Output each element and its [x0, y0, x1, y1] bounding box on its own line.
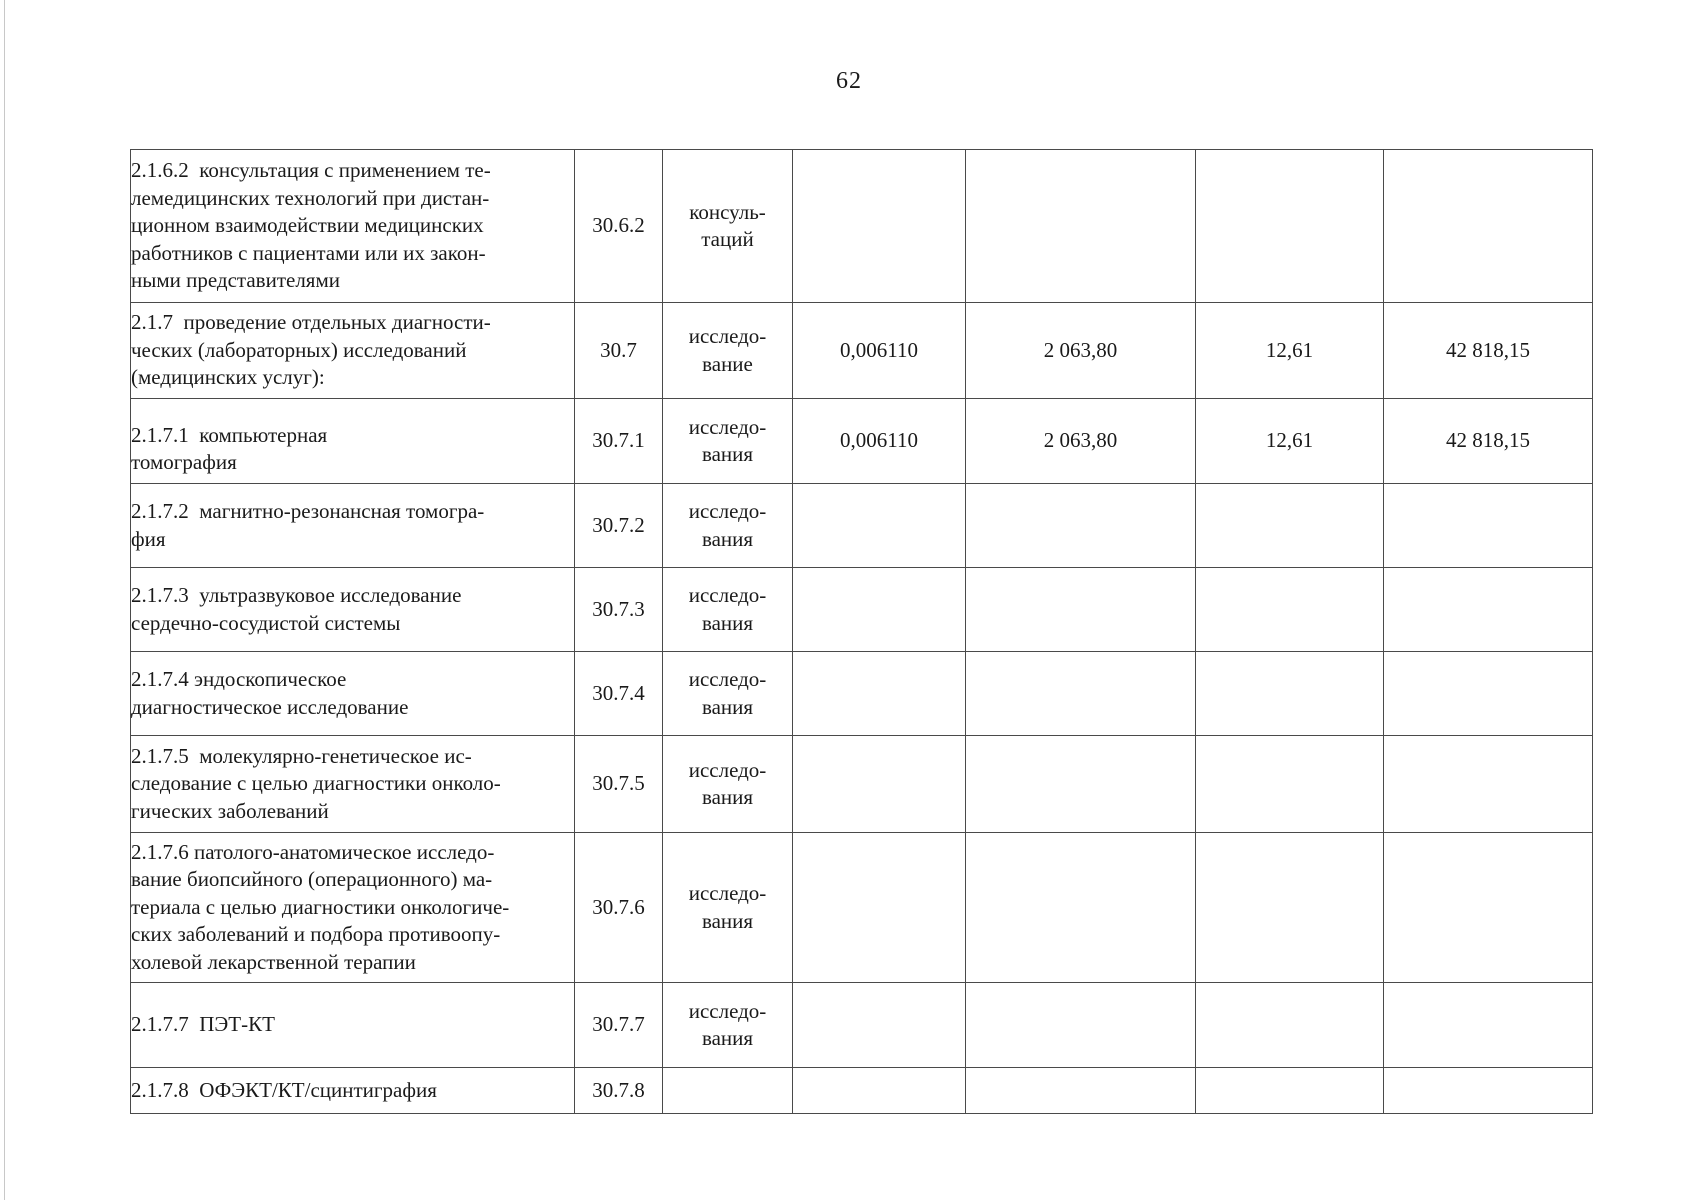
row-code: 30.7.3 [575, 568, 663, 652]
row-code: 30.7 [575, 303, 663, 399]
row-name-line: 2.1.7.8 ОФЭКТ/КТ/сцинтиграфия [131, 1077, 437, 1102]
row-value-2 [966, 484, 1196, 568]
row-name-line: 2.1.7.4 эндоскопическое [131, 667, 347, 691]
row-value-1 [793, 652, 966, 736]
row-code: 30.7.7 [575, 983, 663, 1068]
row-name-line: ными представителями [131, 268, 340, 293]
row-name-line: 2.1.7.1 компьютерная [131, 422, 328, 447]
row-name-cell [131, 983, 575, 1068]
row-value-4 [1384, 484, 1593, 568]
row-unit-line: вание [702, 351, 753, 376]
table-row [131, 568, 1593, 652]
row-value-4 [1384, 833, 1593, 983]
row-unit-line: исследо- [688, 998, 767, 1023]
row-value-3 [1196, 568, 1384, 652]
row-name-cell [131, 1068, 575, 1114]
row-value-4 [1384, 736, 1593, 833]
page-number: 62 [836, 68, 862, 94]
table-row [131, 1068, 1593, 1114]
row-value-3 [1196, 150, 1384, 303]
row-value-2: 2 063,80 [966, 303, 1196, 399]
row-value-1: 0,006110 [793, 303, 966, 399]
row-unit-cell [663, 484, 793, 568]
table-row [131, 484, 1593, 568]
row-unit-cell [663, 568, 793, 652]
row-name-cell [131, 150, 575, 303]
row-unit-cell [663, 150, 793, 303]
row-value-2: 2 063,80 [966, 399, 1196, 484]
row-name-cell [131, 399, 575, 484]
row-name-line: 2.1.7.3 ультразвуковое исследование [131, 583, 462, 607]
row-unit-line: исследо- [688, 499, 767, 523]
row-value-4: 42 818,15 [1384, 303, 1593, 399]
row-value-2 [966, 736, 1196, 833]
row-value-1 [793, 736, 966, 833]
row-name-line: ческих (лабораторных) исследований [131, 337, 467, 362]
row-name-line: 2.1.7.7 ПЭТ-КТ [131, 1012, 275, 1037]
row-name-line: диагностическое исследование [131, 694, 409, 719]
row-name-cell [131, 568, 575, 652]
row-value-4 [1384, 983, 1593, 1068]
table-row [131, 833, 1593, 983]
row-code: 30.7.1 [575, 399, 663, 484]
row-unit-cell [663, 399, 793, 484]
row-unit-line: вания [701, 1026, 754, 1050]
row-unit-line: исследо- [688, 881, 767, 905]
row-value-1 [793, 1068, 966, 1114]
row-unit-line: вания [701, 442, 754, 466]
row-value-3: 12,61 [1196, 399, 1384, 484]
row-value-3 [1196, 484, 1384, 568]
row-name-line: 2.1.7 проведение отдельных диагности- [131, 310, 491, 335]
row-name-cell [131, 652, 575, 736]
row-name-line: томография [131, 450, 237, 474]
table-row [131, 399, 1593, 484]
table-row [131, 652, 1593, 736]
row-name-line: 2.1.7.2 магнитно-резонансная томогра- [131, 499, 485, 523]
row-unit-line: таций [701, 227, 754, 251]
row-unit-line: исследо- [688, 757, 767, 782]
table-row [131, 303, 1593, 399]
row-value-2 [966, 833, 1196, 983]
row-unit-line: вания [701, 526, 754, 551]
row-unit-line: вания [701, 785, 754, 809]
row-name-line: териала с целью диагностики онкологиче- [131, 894, 510, 919]
row-unit-line: исследо- [688, 667, 767, 691]
row-value-1 [793, 484, 966, 568]
row-unit-cell [663, 736, 793, 833]
row-unit-cell [663, 652, 793, 736]
row-name-line: следование с целью диагностики онколо- [131, 771, 501, 796]
row-unit-line: вания [701, 694, 754, 719]
row-value-3 [1196, 652, 1384, 736]
row-code: 30.7.2 [575, 484, 663, 568]
row-value-3 [1196, 1068, 1384, 1114]
row-unit-cell [663, 983, 793, 1068]
row-name-line: лемедицинских технологий при дистан- [131, 185, 490, 210]
page-edge-line [4, 0, 5, 1200]
row-value-1 [793, 983, 966, 1068]
row-value-3 [1196, 736, 1384, 833]
row-code: 30.6.2 [575, 150, 663, 303]
row-unit-line: исследо- [688, 414, 767, 439]
row-value-1 [793, 568, 966, 652]
row-unit-line: вания [701, 610, 754, 635]
row-code: 30.7.6 [575, 833, 663, 983]
row-value-3: 12,61 [1196, 303, 1384, 399]
row-value-1 [793, 150, 966, 303]
row-name-line: 2.1.7.6 патолого-анатомическое исследо- [131, 839, 495, 864]
table-row [131, 150, 1593, 303]
row-name-line: ских заболеваний и подбора противоопу- [131, 922, 501, 947]
row-value-4 [1384, 150, 1593, 303]
row-unit [663, 1068, 793, 1114]
table-row [131, 983, 1593, 1068]
row-name-line: вание биопсийного (операционного) ма- [131, 867, 493, 892]
row-unit-cell [663, 303, 793, 399]
row-name-line: холевой лекарственной терапии [131, 949, 416, 974]
row-unit-cell [663, 833, 793, 983]
row-name-line: работников с пациентами или их закон- [131, 240, 486, 265]
row-unit-line: исследо- [688, 583, 767, 607]
row-code: 30.7.4 [575, 652, 663, 736]
row-value-2 [966, 983, 1196, 1068]
row-unit-line: консуль- [689, 199, 766, 224]
row-unit-line: вания [701, 908, 754, 933]
row-name-line: (медицинских услуг): [131, 365, 325, 390]
row-value-4: 42 818,15 [1384, 399, 1593, 484]
row-name-cell [131, 303, 575, 399]
row-value-4 [1384, 1068, 1593, 1114]
row-value-1 [793, 833, 966, 983]
row-name-line: 2.1.7.5 молекулярно-генетическое ис- [131, 743, 472, 768]
row-value-4 [1384, 568, 1593, 652]
table-row [131, 736, 1593, 833]
row-name-cell [131, 736, 575, 833]
row-name-cell [131, 484, 575, 568]
row-value-3 [1196, 833, 1384, 983]
row-value-4 [1384, 652, 1593, 736]
row-name-line: гических заболеваний [131, 798, 329, 823]
row-code: 30.7.5 [575, 736, 663, 833]
row-code: 30.7.8 [575, 1068, 663, 1114]
data-table [130, 149, 1593, 1114]
row-name-line: фия [131, 526, 166, 551]
row-unit-line: исследо- [688, 324, 767, 348]
row-name-line: 2.1.6.2 консультация с применением те- [131, 158, 491, 183]
row-name-line: ционном взаимодействии медицинских [131, 213, 484, 238]
row-name-line: сердечно-сосудистой системы [131, 610, 401, 635]
row-name-cell [131, 833, 575, 983]
row-value-2 [966, 652, 1196, 736]
row-value-1: 0,006110 [793, 399, 966, 484]
row-value-2 [966, 568, 1196, 652]
row-value-2 [966, 150, 1196, 303]
row-value-3 [1196, 983, 1384, 1068]
row-value-2 [966, 1068, 1196, 1114]
